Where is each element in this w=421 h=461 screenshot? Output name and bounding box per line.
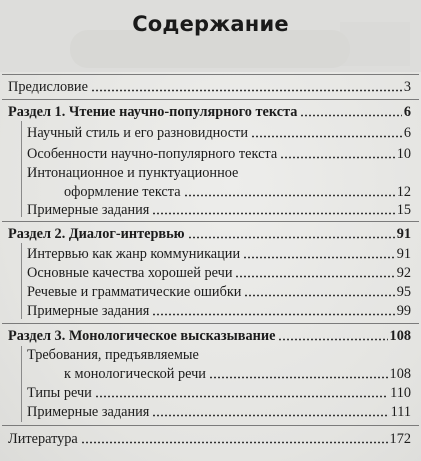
toc-entry-page: 108 (389, 328, 411, 344)
toc-entry-page: 111 (390, 404, 411, 420)
toc-entry-text: Литература (8, 431, 78, 447)
leader-dots (209, 376, 388, 379)
toc-entry-text: Основные качества хорошей речи (27, 265, 233, 281)
page-title: Содержание (132, 12, 289, 36)
toc-entry-text: Типы речи (27, 385, 92, 401)
toc-entry-page: 91 (396, 226, 411, 242)
toc-entry (27, 199, 411, 219)
toc-entry-literature (8, 428, 411, 448)
toc-entry (27, 300, 411, 320)
toc-entry-page: 10 (396, 146, 411, 162)
toc-entry-text: Раздел 1. Чтение научно-популярного текста (8, 104, 298, 120)
toc-entry (27, 122, 411, 142)
toc-section-2 (8, 223, 411, 243)
leader-dots (278, 338, 387, 341)
divider-1 (2, 99, 419, 100)
leader-dots (300, 114, 401, 117)
leader-dots (81, 441, 388, 444)
toc-entry-page: 3 (403, 79, 411, 95)
leader-dots (251, 135, 402, 138)
toc-entry-text: к монологической речи (64, 366, 206, 382)
leader-dots (188, 236, 395, 239)
toc-entry-text: оформление текста (64, 184, 181, 200)
toc-section-3 (8, 325, 411, 345)
leader-dots (152, 313, 394, 316)
leader-dots (243, 256, 395, 259)
toc-entry-text: Требования, предъявляемые (27, 347, 199, 363)
toc-entry (27, 281, 411, 301)
leader-dots (184, 194, 395, 197)
leader-dots (244, 294, 394, 297)
toc-entry-text: Научный стиль и его разновидности (27, 125, 249, 141)
toc-entry (27, 243, 411, 263)
toc-entry-page: 91 (396, 246, 411, 262)
toc-entry-text: Примерные задания (27, 404, 150, 420)
toc-entry-text: Предисловие (8, 79, 88, 95)
toc-entry-preface (8, 76, 411, 96)
toc-entry-page: 6 (403, 104, 411, 120)
toc-entry-page: 108 (389, 366, 411, 382)
toc-entry-page: 99 (396, 303, 411, 319)
toc-section-1 (8, 101, 411, 121)
toc-entry-text: Особенности научно-популярного текста (27, 146, 278, 162)
toc-entry-text: Интервью как жанр коммуникации (27, 246, 241, 262)
indent-bar (21, 346, 22, 422)
leader-dots (280, 156, 395, 159)
leader-dots (95, 395, 388, 398)
divider-2 (2, 221, 419, 222)
toc-entry-page: 12 (396, 184, 411, 200)
toc-entry (64, 181, 411, 201)
toc-entry-text: Раздел 2. Диалог-интервью (8, 226, 185, 242)
toc-entry-page: 95 (396, 284, 411, 300)
toc-entry (27, 401, 411, 421)
toc-entry-page: 92 (396, 265, 411, 281)
leader-dots (235, 275, 394, 278)
toc-entry-text: Примерные задания (27, 303, 150, 319)
divider-top (2, 74, 419, 75)
toc-entry-page: 15 (396, 202, 411, 218)
indent-bar (21, 121, 22, 217)
leader-dots (152, 414, 388, 417)
toc-entry (27, 382, 411, 402)
toc-entry-text: Раздел 3. Монологическое высказывание (8, 328, 276, 344)
toc-entry-page: 172 (389, 431, 411, 447)
leader-dots (91, 89, 402, 92)
toc-entry-page: 6 (403, 125, 411, 141)
toc-entry (27, 143, 411, 163)
header-band (0, 0, 421, 72)
toc-entry (27, 262, 411, 282)
divider-3 (2, 323, 419, 324)
indent-bar (21, 243, 22, 319)
toc-entry-text: Примерные задания (27, 202, 150, 218)
toc-entry (64, 363, 411, 383)
toc-entry-text: Речевые и грамматические ошибки (27, 284, 242, 300)
divider-4 (2, 425, 419, 426)
toc-entry-page: 110 (390, 385, 411, 401)
leader-dots (152, 212, 394, 215)
toc-entry-text: Интонационное и пунктуационное (27, 165, 239, 181)
